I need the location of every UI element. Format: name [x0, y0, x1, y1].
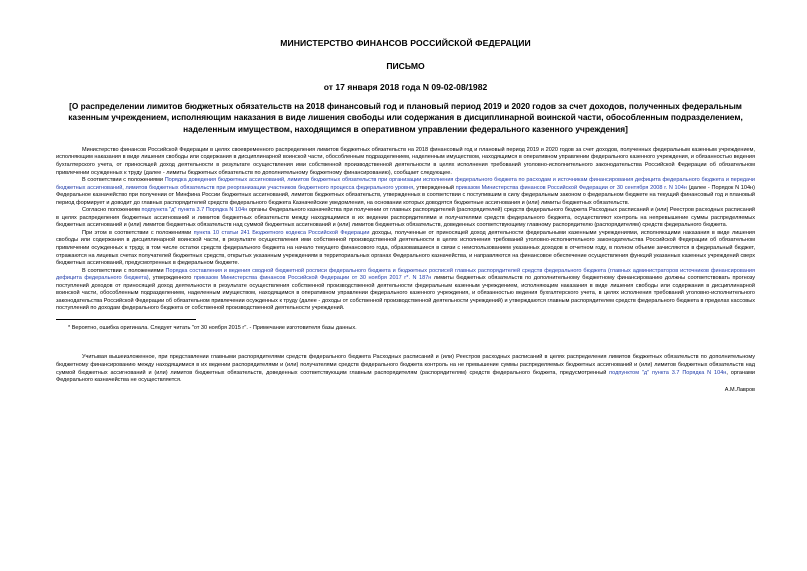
- paragraph-2-text-3: (далее - Порядок N 104н) Федеральное казначейство при получении от Минфина России бюджетных ассигнований, лимитов бюджетных обязательств, утвержденных в соответствии с поступившим в силу федеральным законом о федеральном бюджете на текущий финансовый год и плановый период формирует и доводит до главных распорядителей средств федерального бюджета Казначейские уведомления, на основании которых доводятся бюджетные ассигнования и (или) лимиты бюджетных обязательств.: [56, 184, 755, 206]
- paragraph-4: [56, 230, 755, 268]
- paragraph-3-text-1: Согласно положениям: [82, 207, 142, 214]
- paragraph-5-text-1: В соответствии с положениями: [82, 267, 166, 274]
- paragraph-2-text-2: , утвержденный: [413, 184, 456, 191]
- signature: А.М.Лавров: [724, 386, 755, 393]
- document-date-number: от 17 января 2018 года N 09-02-08/1982: [323, 82, 488, 92]
- paragraph-3: [56, 207, 755, 230]
- footnote: * Вероятно, ошибка оригинала. Следует читать "от 30 ноября 2015 г". - Примечание изготовителя базы данных.: [68, 324, 357, 331]
- closing-text-2: , органами Федерального казначейства не осуществляется.: [56, 369, 755, 384]
- link-order-budget-list[interactable]: Порядка составления и ведения сводной бюджетной росписи федерального бюджета и бюджетных росписей главных распорядителей средств федерального бюджета (главных администраторов источников финансирования дефицита федерального бюджета): [56, 267, 755, 282]
- document-body: [56, 147, 755, 313]
- link-order-budget-allocation[interactable]: Порядка доведения бюджетных ассигнований, лимитов бюджетных обязательств при организации исполнения федерального бюджета по расходам и источникам финансирования дефицита федерального бюджета и передачи бюджетных ассигнований, лимитов бюджетных обязательств при реорганизации участников бюджетного процесса федерального уровня: [56, 177, 755, 191]
- paragraph-3-text-2: органы Федерального казначейства при получении от главных распорядителей (распорядителей) средств федерального бюджета Расходных расписаний и (или) Реестров расходных расписаний в целях распределения бюджетных ассигнований и лимитов бюджетных обязательств между находящимися в их ведении распорядителями и получателями средств федерального бюджета, осуществляют контроль на непревышение суммы распределяемых бюджетных ассигнований и (или) лимитов бюджетных обязательств над суммой бюджетных ассигнований и (или) лимитов бюджетных обязательств, доведенных соответствующему главному распорядителю (распорядителям) средств федерального бюджета.: [56, 207, 755, 229]
- paragraph-5: [56, 268, 755, 313]
- closing-text-1: Учитывая вышеизложенное, при представлении главными распорядителями средств федерального бюджета Расходных расписаний и (или) Реестров расходных расписаний в целях распределения лимитов бюджетных обязательств по дополнительному бюджетному финансированию между находящимися в их ведении распорядителями и (или) получателями средств федерального бюджета контроль на не превышение суммы распределяемых бюджетных ассигнований и (или) лимитов бюджетных обязательств над суммой бюджетных ассигнований и (или) лимитов бюджетных обязательств, доведенных соответствующим главным распорядителям (распорядителям) средств федерального бюджета, предусмотренный: [56, 354, 755, 376]
- link-subparagraph-d-3-7[interactable]: подпункта "д" пункта 3.7 Порядка N 104н: [141, 207, 248, 214]
- ministry-title: МИНИСТЕРСТВО ФИНАНСОВ РОССИЙСКОЙ ФЕДЕРАЦИИ: [280, 38, 531, 48]
- closing-paragraph: [56, 354, 755, 384]
- link-order-104n[interactable]: приказом Министерства финансов Российской Федерации от 30 сентября 2008 г. N 104н: [455, 184, 687, 191]
- link-budget-code-article-241[interactable]: пункта 10 статьи 241 Бюджетного кодекса Российской Федерации: [193, 229, 370, 236]
- document-header: [56, 0, 755, 92]
- paragraph-2-text-1: В соответствии с положениями: [82, 177, 165, 184]
- paragraph-4-text-1: При этом в соответствии с положениями: [82, 229, 194, 236]
- paragraph-5-text-2: , утвержденного: [148, 275, 194, 282]
- link-order-187n[interactable]: приказом Министерства финансов Российской Федерации от 30 ноября 2017 г*. N 187н: [193, 275, 432, 282]
- paragraph-1: [56, 147, 755, 177]
- document-type: ПИСЬМО: [386, 61, 425, 71]
- document-subject: [О распределении лимитов бюджетных обязательств на 2018 финансовый год и плановый период 2019 и 2020 годов за счет доходов, полученных федеральным казенным учреждением, исполняющим наказания в виде лишения свободы или содержания в дисциплинарной воинской части, обособленным подразделением, наделенным имуществом, находящимся в оперативном управлении федерального казенного учреждения]: [68, 101, 743, 134]
- paragraph-4-text-2: доходы, полученные от приносящей доход деятельности федеральными казенными учреждениями, исполняющими наказания в виде лишения свободы или содержания в дисциплинарной воинской части, в результате осуществления ими собственной производственной деятельности в целях исполнения требований уголовно-исполнительного законодательства Российской Федерации об обязательном привлечении осужденных к труду, в том числе остатки средств федерального бюджета на начало текущего финансового года, образовавшиеся в связи с неиспользованием указанных доходов в отчетном году, в полном объеме зачисляются в федеральный бюджет, отражаются на лицевых счетах получателей бюджетных средств, открытых указанным учреждениям в территориальных органах Федерального казначейства, и направляются на финансовое обеспечение осуществления функций указанных казенных учреждений сверх бюджетных ассигнований, предусмотренных в федеральном бюджете.: [56, 229, 756, 267]
- footnote-divider: [56, 319, 196, 320]
- paragraph-2: [56, 177, 755, 207]
- link-subparagraph-d-3-7-closing[interactable]: подпунктом "д" пункта 3.7 Порядка N 104н: [609, 369, 727, 376]
- paragraph-5-text-3: лимиты бюджетных обязательств по дополнительному бюджетному финансированию должны соответствовать прогнозу поступлений доходов от приносящей доход деятельности в результате осуществления собственной производственной деятельности федеральным казенным учреждением, исполняющим наказания в виде лишения свободы или содержания в дисциплинарной воинской части, обособленным подразделением, наделенным имуществом, находящимся в оперативном управлении федерального казенного учреждения, и обязанностью ведения бухгалтерского учета, в целях исполнения требований уголовно-исполнительного законодательства Российской Федерации об обязательном привлечении осужденных к труду (далее - доходы от собственной производственной деятельности учреждений) и утверждаются главным распорядителем средств федерального бюджета в пределах кассовых поступлений по доходам федерального бюджета от собственной производственной деятельности учреждений.: [56, 275, 755, 312]
- paragraph-1-text: Министерство финансов Российской Федерации в целях своевременного распределения лимитов бюджетных обязательств на 2018 финансовый год и плановый период 2019 и 2020 годов за счет доходов, полученных федеральным казенным учреждением, исполняющим наказания в виде лишения свободы или содержания в дисциплинарной воинской части, обособленным подразделением, наделенным имуществом, находящимся в оперативном управлении федерального казенного учреждения, и обязанностью ведения бухгалтерского учета, от приносящей доход деятельности в результате осуществления ими собственной производственной деятельности в целях исполнения требований уголовно-исполнительного законодательства Российской Федерации об обязательном привлечении осужденных к труду (далее - лимиты бюджетных обязательств по дополнительному бюджетному финансированию), сообщает следующее.: [56, 146, 755, 176]
